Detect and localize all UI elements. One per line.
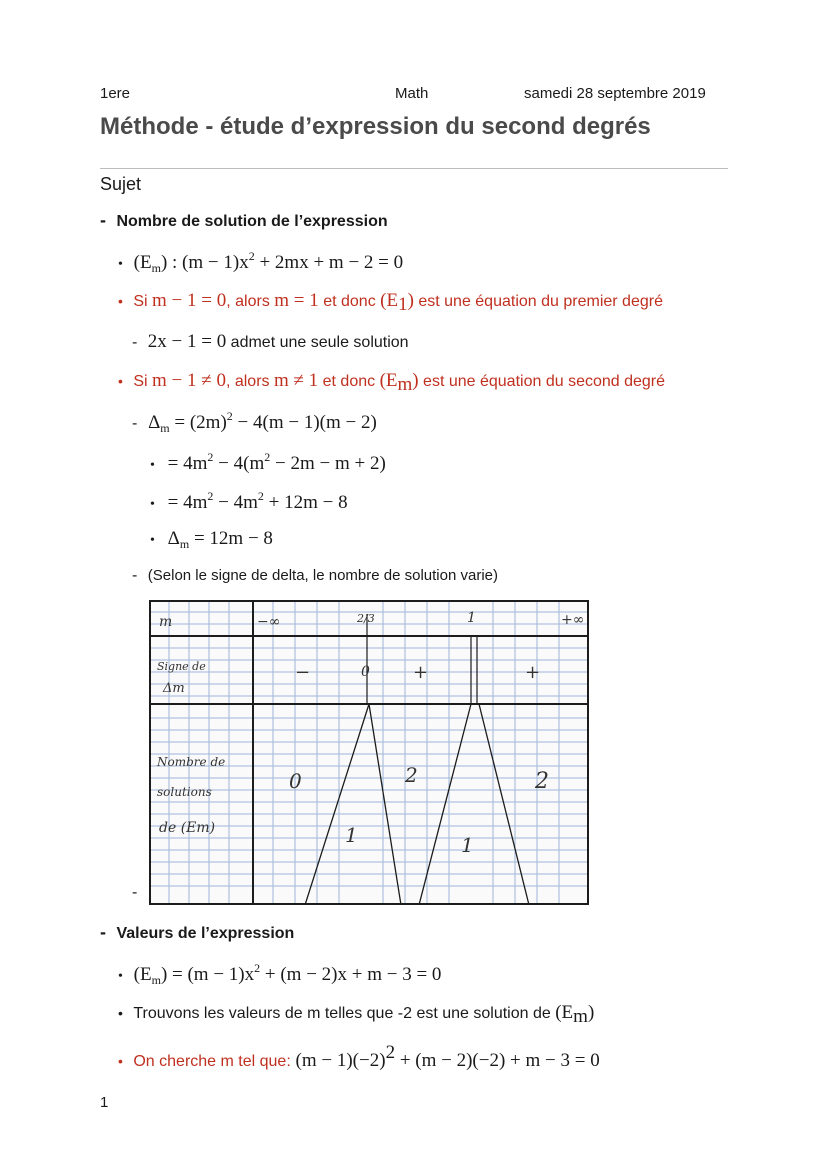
delta-line-2: • = $4m^2 - 4(m^2 - 2m - m + 2)$ [150,450,386,474]
plus-infinity: +∞ [561,612,585,628]
sign-minus: − [295,662,311,683]
sign-plus-2: + [525,662,541,683]
two-thirds: 2/3 [357,612,375,625]
case2-line: • Si m − 1 ≠ 0, alors m ≠ 1 et donc $(E_m)$ est une équation du second degré [118,370,666,395]
minus-infinity: −∞ [257,614,281,630]
row-sign-label-b: Δm [163,681,185,696]
section1-heading: Nombre de solution de l’expression [116,213,388,230]
subject: Math [395,85,429,102]
dash-marker: - [100,922,106,942]
sign-note-row: - (Selon le signe de delta, le nombre de solution varie) [132,567,498,584]
count-1a: 1 [345,823,358,847]
title-divider [100,168,728,169]
bullet: • [118,257,123,272]
section1-heading-row [100,210,388,231]
sign-note: (Selon le signe de delta, le nombre de solution varie) [147,567,498,584]
dash-marker: - [132,884,138,901]
find-values-line: • Trouvons les valeurs de m telles que -2 est une solution de $(E_m)$ [118,1002,595,1027]
row-count-label-c: de (Em) [159,820,216,836]
count-1b: 1 [461,833,474,857]
count-2a: 2 [405,763,418,787]
sign-zero: 0 [361,664,370,680]
delta-line-3: • = $4m^2 - 4m^2 + 12m - 8$ [150,489,348,513]
seek-line: • On cherche m tel que: $(m - 1)(-2)^2 + (m - 2)(-2) + m - 3 = 0$ [118,1042,600,1071]
row-count-label-a: Nombre de [157,755,226,769]
count-2b: 2 [535,769,549,794]
section2-heading: Valeurs de l’expression [116,925,295,942]
case1-solution: - 2x − 1 = 0 admet une seule solution [132,331,409,352]
table-row-m-label: m [159,614,173,630]
sign-plus-1: + [413,662,429,683]
equation-em-2: • $(E_m) = (m - 1)x^2 + (m - 2)x + m - 3 = 0$ [118,961,442,987]
section2-heading-row [100,922,294,943]
row-count-label-b: solutions [157,785,212,799]
delta-line-1: - $\Delta_m = (2m)^2 - 4(m - 1)(m - 2)$ [132,409,377,435]
delta-line-4: • $\Delta_m = 12m - 8$ [150,528,273,551]
sujet-label: Sujet [100,174,142,194]
class-level: 1ere [100,85,131,102]
count-0: 0 [289,769,302,793]
equation-em: • $(E_m)$ : $(m - 1)x^2 + 2mx + m - 2 = 0$ [118,249,404,275]
case1-line: • Si m − 1 = 0, alors m = 1 et donc $(E_1)$ est une équation du premier degré [118,290,663,315]
dash-marker: - [100,210,106,230]
page-number: 1 [100,1094,109,1111]
sign-table-image [149,600,589,905]
date: samedi 28 septembre 2019 [524,85,706,102]
page-title: Méthode - étude d’expression du second degrés [100,113,651,140]
row-sign-label-a: Signe de [157,660,206,673]
value-one: 1 [467,610,476,626]
